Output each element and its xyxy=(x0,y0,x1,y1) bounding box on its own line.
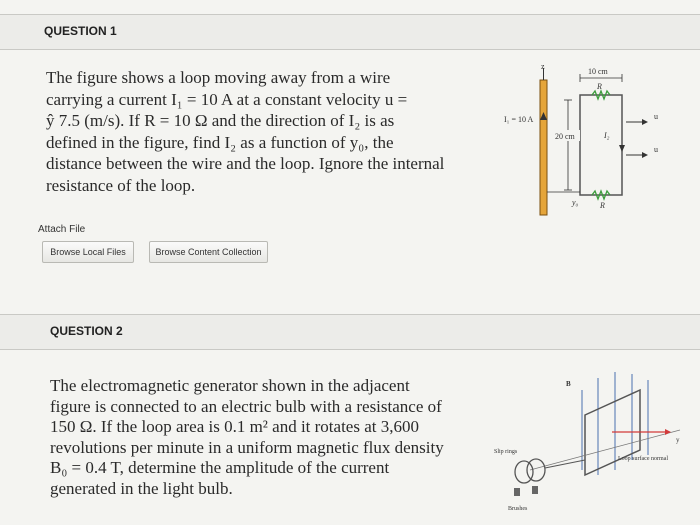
resistor-top-label: R xyxy=(597,82,602,91)
question-1-line: defined in the figure, find I₂ as a function of y₀, the xyxy=(46,132,394,152)
z-axis-label: z xyxy=(541,62,545,71)
velocity-top-label: u xyxy=(654,112,658,121)
browse-content-collection-button[interactable]: Browse Content Collection xyxy=(149,241,268,263)
slip-rings-label: Slip rings xyxy=(494,449,518,455)
question-1-line: distance between the wire and the loop. Ignore the internal xyxy=(46,154,445,173)
question-1-figure xyxy=(500,60,680,220)
height-label: 20 cm xyxy=(555,132,575,141)
question-1-line: The figure shows a loop moving away from a wire xyxy=(46,68,391,87)
browse-local-files-button[interactable]: Browse Local Files xyxy=(42,241,134,263)
i2-arrow xyxy=(619,145,625,152)
loop xyxy=(580,95,622,195)
brush xyxy=(532,486,538,494)
i2-label: I₂ xyxy=(604,131,610,140)
y-axis-label: y xyxy=(676,436,680,444)
current-label: I₁ = 10 A xyxy=(504,115,534,124)
width-label: 10 cm xyxy=(588,67,608,76)
b-field-label: B xyxy=(566,380,571,388)
slip-ring xyxy=(527,459,545,481)
question-1-line: ŷ 7.5 (m/s). If R = 10 Ω and the direction of I₂ is as xyxy=(46,111,395,130)
brushes-label: Brushes xyxy=(508,506,528,512)
question-2-line: B₀ = 0.4 T, determine the amplitude of the current xyxy=(50,458,390,477)
question-2-line: figure is connected to an electric bulb with a resistance of xyxy=(50,396,442,416)
question-1-header xyxy=(0,14,700,50)
question-1-line: resistance of the loop. xyxy=(46,175,196,195)
question-2-line: generated in the light bulb. xyxy=(50,478,233,498)
question-1-line: carrying a current I₁ = 10 A at a constant velocity u = xyxy=(46,89,408,109)
velocity-bottom-label: u xyxy=(654,145,658,154)
slip-ring xyxy=(515,461,533,483)
brush xyxy=(514,488,520,496)
question-2-line: The electromagnetic generator shown in the adjacent xyxy=(50,376,410,395)
question-2-text xyxy=(50,376,480,499)
question-2-header xyxy=(0,314,700,350)
y0-label: y₀ xyxy=(572,198,579,207)
rotation-axis xyxy=(530,430,680,470)
resistor-bottom-label: R xyxy=(600,201,605,210)
wire xyxy=(540,80,547,215)
question-2-line: 150 Ω. If the loop area is 0.1 m² and it rotates at 3,600 xyxy=(50,417,419,436)
question-2-line: revolutions per minute in a uniform magnetic flux density xyxy=(50,437,444,457)
question-1-text xyxy=(46,67,476,196)
question-1-title: QUESTION 1 xyxy=(44,24,117,38)
attach-file-label: Attach File xyxy=(38,224,86,235)
question-2-title: QUESTION 2 xyxy=(50,324,123,338)
question-2-figure xyxy=(490,360,690,520)
loop-normal-label: Loop surface normal xyxy=(618,456,668,462)
